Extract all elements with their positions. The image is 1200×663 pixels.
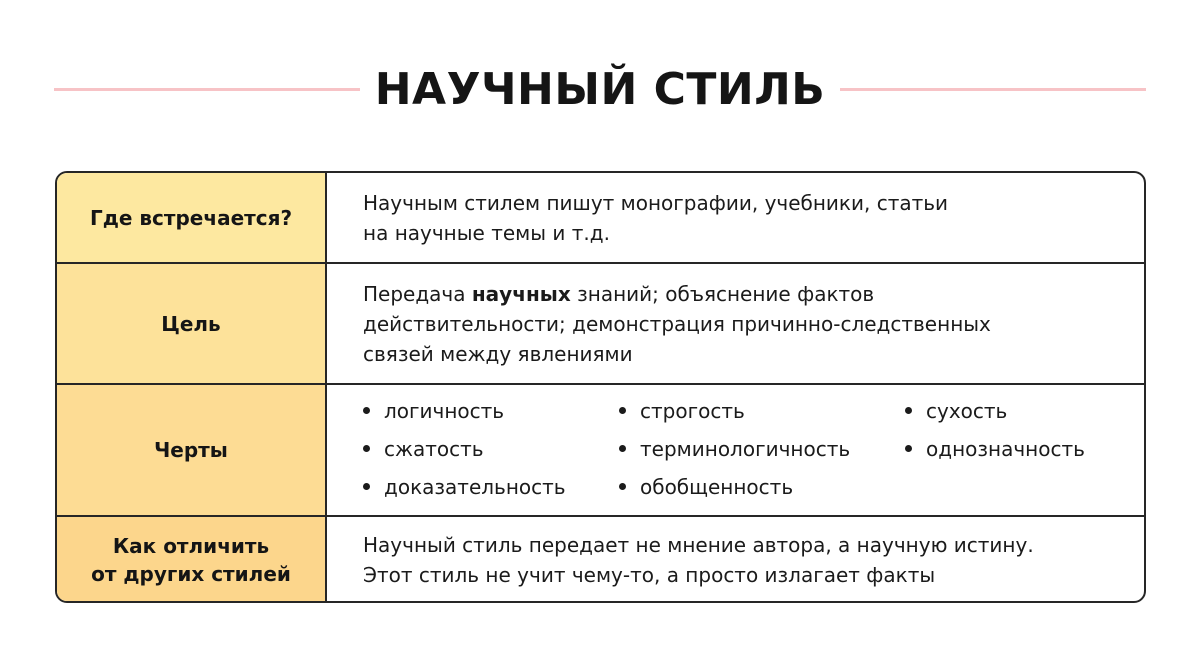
list-item: [363, 435, 484, 463]
row-label-text: Черты: [154, 438, 228, 462]
trait-text: терминологичность: [640, 437, 851, 461]
table-row-goal: [57, 262, 1144, 383]
trait-text: строгость: [640, 399, 745, 423]
row-content-distinguish: [327, 517, 1144, 603]
row-label-distinguish: [57, 517, 327, 603]
row-label-text: Где встречается?: [89, 205, 293, 230]
bullet-icon: [363, 483, 370, 490]
content-line: действительности; демонстрация причинно-следственных: [363, 311, 991, 336]
table-row-where: [57, 173, 1144, 262]
bullet-icon: [363, 445, 370, 452]
list-item: [619, 473, 793, 501]
list-item: [905, 435, 1085, 463]
content-line: Этот стиль не учит чему-то, а просто излагает факты: [363, 563, 936, 587]
row-content-traits: [327, 385, 1144, 515]
bullet-icon: [619, 483, 626, 490]
style-table: [55, 171, 1146, 603]
content-line: Научный стиль передает не мнение автора, а научную истину.: [363, 533, 1034, 557]
bullet-icon: [619, 407, 626, 414]
table-row-distinguish: [57, 515, 1144, 603]
bullet-icon: [905, 445, 912, 452]
trait-text: сжатость: [384, 437, 484, 461]
title-row: [54, 62, 1146, 118]
list-item: [363, 397, 504, 425]
list-item: [905, 397, 1007, 425]
trait-text: доказательность: [384, 475, 566, 499]
bullet-icon: [363, 407, 370, 414]
row-label-where: [57, 173, 327, 262]
trait-text: однозначность: [926, 437, 1085, 461]
row-label-text: Как отличить от других стилей: [91, 534, 291, 586]
trait-text: обобщенность: [640, 475, 794, 499]
content-line: связей между явлениями: [363, 341, 633, 366]
list-item: [363, 473, 566, 501]
trait-text: логичность: [384, 399, 505, 423]
table-row-traits: [57, 383, 1144, 515]
content-bold-word: научных: [471, 281, 571, 306]
content-line: [363, 279, 1124, 309]
row-label-text: Цель: [161, 311, 221, 336]
title-divider-right: [840, 88, 1146, 91]
content-text: Передача: [363, 281, 472, 306]
content-line: Научным стилем пишут монографии, учебники, статьи: [363, 190, 949, 215]
row-content-goal: [327, 264, 1144, 383]
row-label-traits: [57, 385, 327, 515]
bullet-icon: [905, 407, 912, 414]
content-line: на научные темы и т.д.: [363, 220, 610, 245]
traits-list: [327, 385, 1144, 515]
title-divider-left: [54, 88, 360, 91]
list-item: [619, 435, 850, 463]
list-item: [619, 397, 745, 425]
bullet-icon: [619, 445, 626, 452]
trait-text: сухость: [926, 399, 1008, 423]
content-text: знаний; объяснение фактов: [570, 281, 875, 306]
row-label-goal: [57, 264, 327, 383]
row-content-where: [327, 173, 1144, 262]
page-title: НАУЧНЫЙ СТИЛЬ: [374, 64, 826, 115]
